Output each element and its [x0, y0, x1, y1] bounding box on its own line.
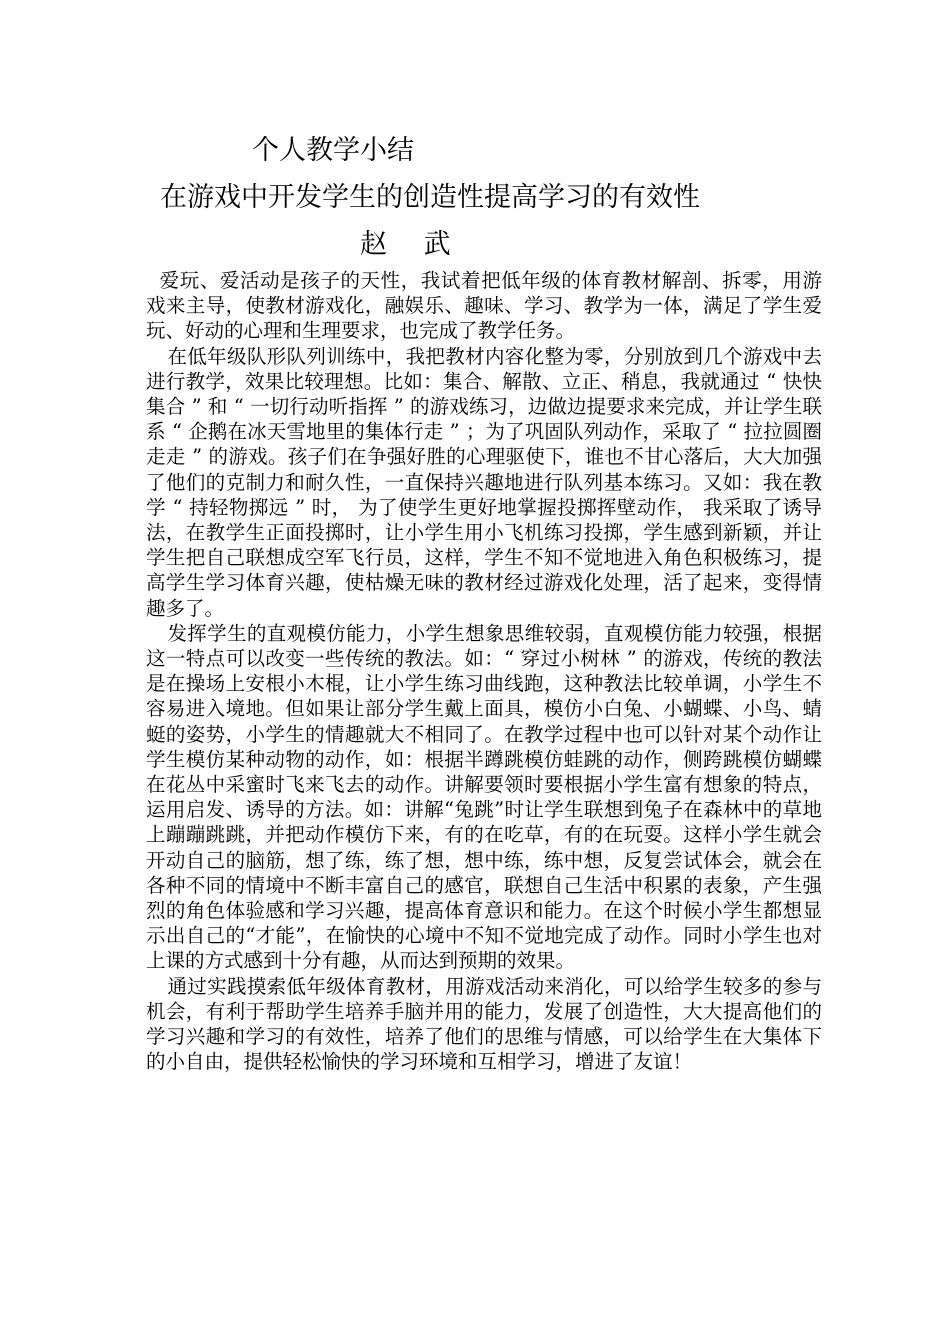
- document-subtitle: 在游戏中开发学生的创造性提高学习的有效性: [160, 182, 700, 213]
- paragraph: 爱玩、爱活动是孩子的天性，我试着把低年级的体育教材解剖、拆零，用游戏来主导，使教材游戏化，融娱乐、趣味、学习、教学为一体，满足了学生爱玩、好动的心理和生理要求，也完成了教学任务。: [146, 269, 822, 343]
- document-title: 个人教学小结: [252, 135, 414, 166]
- paragraph: 在低年级队形队列训练中，我把教材内容化整为零，分别放到几个游戏中去进行教学，效果比较理想。比如：集合、解散、立正、稍息，我就通过 “ 快快集合 ” 和 “ 一切行动听指挥 ” 的游戏练习，边做边提要求来完成，并让学生联系 “ 企鹅在冰天雪地里的集体行走 ” ；为了巩固队列动作，采取了 “ 拉拉圆圈走走 ” 的游戏。孩子们在争强好胜的心理驱使下，谁也不甘心落后，大大加强了他们的克制力和耐久性，一直保持兴趣地进行队列基本练习。又如：我在教学 “ 持轻物掷远 ” 时， 为了使学生更好地掌握投掷挥壁动作， 我采取了诱导法，在教学生正面投掷时，让小学生用小飞机练习投掷，学生感到新颖，并让学生把自己联想成空军飞行员，这样，学生不知不觉地进入角色积极练习，提高学生学习体育兴趣，使枯燥无味的教材经过游戏化处理，活了起来，变得情趣多了。: [146, 344, 822, 620]
- author-name: 赵 武: [360, 229, 465, 260]
- document-body: [146, 268, 822, 1075]
- paragraph: 发挥学生的直观模仿能力，小学生想象思维较弱，直观模仿能力较强，根据这一特点可以改变一些传统的教法。如：“ 穿过小树林 ” 的游戏，传统的教法是在操场上安根小木棍，让小学生练习曲线跑，这种教法比较单调，小学生不容易进入境地。但如果让部分学生戴上面具，模仿小白兔、小蝴蝶、小鸟、蜻蜓的姿势，小学生的情趣就大不相同了。在教学过程中也可以针对某个动作让学生模仿某种动物的动作，如：根据半蹲跳模仿蛙跳的动作，侧跨跳模仿蝴蝶在花丛中采蜜时飞来飞去的动作。讲解要领时要根据小学生富有想象的特点，运用启发、诱导的方法。如：讲解“兔跳”时让学生联想到兔子在森林中的草地上蹦蹦跳跳，并把动作模仿下来，有的在吃草，有的在玩耍。这样小学生就会开动自己的脑筋，想了练，练了想，想中练，练中想，反复尝试体会，就会在各种不同的情境中不断丰富自己的感官，联想自己生活中积累的表象，产生强烈的角色体验感和学习兴趣，提高体育意识和能力。在这个时候小学生都想显示出自己的“才能”，在愉快的心境中不知不觉地完成了动作。同时小学生也对上课的方式感到十分有趣，从而达到预期的效果。: [146, 621, 822, 973]
- paragraph: 通过实践摸索低年级体育教材，用游戏活动来消化，可以给学生较多的参与机会，有利于帮助学生培养手脑并用的能力，发展了创造性，大大提高他们的学习兴趣和学习的有效性，培养了他们的思维与情感，可以给学生在大集体下的小自由，提供轻松愉快的学习环境和互相学习，增进了友谊！: [146, 974, 822, 1074]
